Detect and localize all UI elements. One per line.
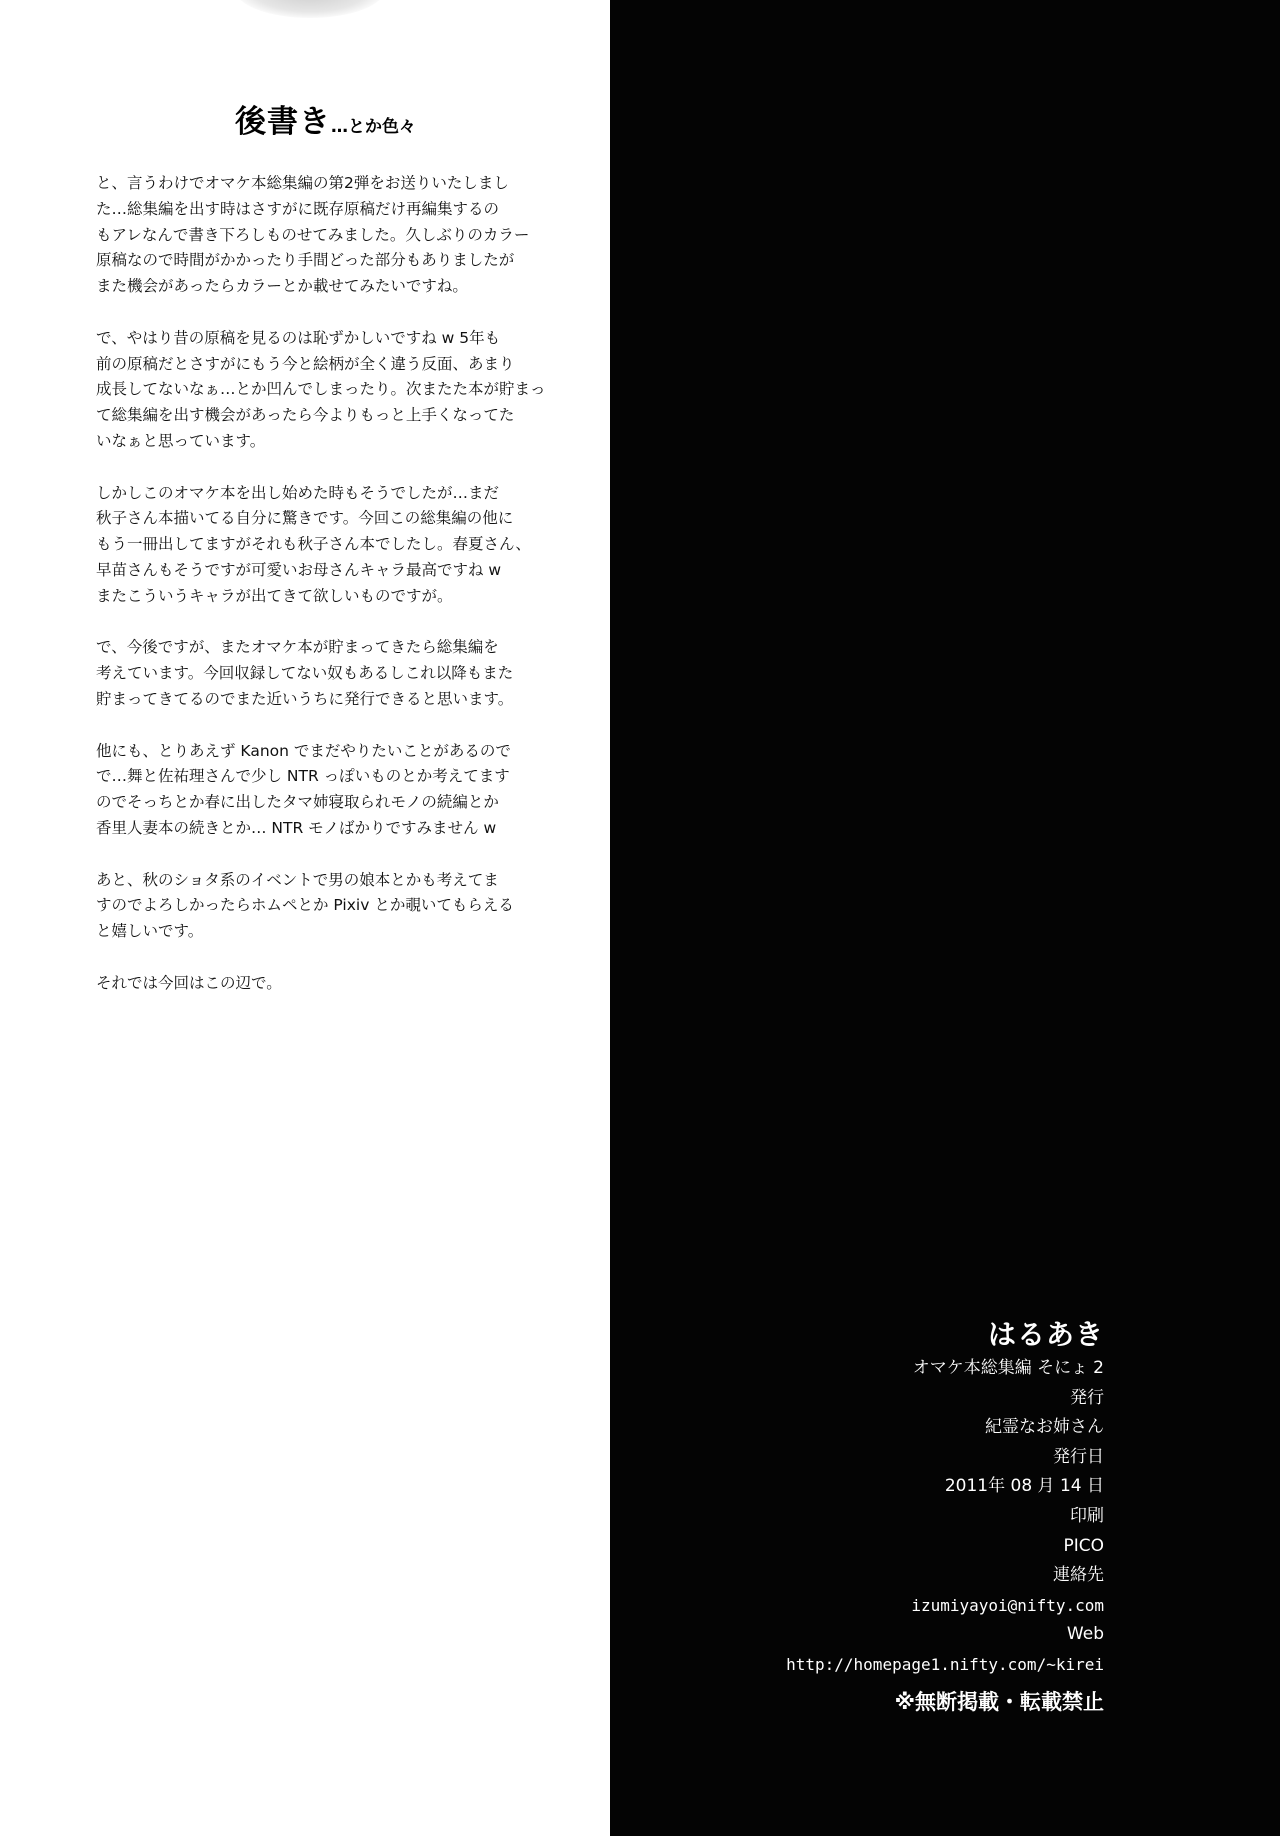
text-line: 貯まってきてるのでまた近いうちに発行できると思います。	[96, 689, 514, 708]
date-label: 発行日	[1053, 1446, 1104, 1467]
text-line: しかしこのオマケ本を出し始めた時もそうでしたが…まだ	[96, 483, 500, 502]
text-line: 秋子さん本描いてる自分に驚きです。今回この総集編の他に	[96, 509, 514, 528]
afterword-paragraph-2	[96, 326, 576, 455]
text-line: 前の原稿だとさすがにもう今と絵柄が全く違う反面、あまり	[96, 354, 515, 373]
text-line: 香里人妻本の続きとか… NTR モノばかりですみません w	[96, 818, 497, 837]
copyright-notice: ※無断掲載・転載禁止	[894, 1689, 1104, 1714]
text-line: と嬉しいです。	[96, 922, 204, 941]
text-line: あと、秋のショタ系のイベントで男の娘本とかも考えてま	[96, 870, 499, 889]
afterword-paragraph-7	[96, 971, 576, 997]
afterword-page	[0, 0, 610, 1836]
text-line: と、言うわけでオマケ本総集編の第2弾をお送りいたしまし	[96, 174, 509, 192]
publisher-label: 発行	[1070, 1387, 1104, 1408]
text-line: のでそっちとか春に出したタマ姉寝取られモノの続編とか	[96, 793, 499, 812]
afterword-paragraph-3	[96, 481, 576, 610]
book-title: はるあき	[987, 1318, 1104, 1351]
text-line: すのでよろしかったらホムペとか Pixiv とか覗いてもらえる	[96, 896, 514, 915]
text-line: 他にも、とりあえず Kanon でまだやりたいことがあるので	[96, 741, 511, 760]
afterword-heading	[235, 96, 416, 141]
colophon	[584, 1316, 1104, 1720]
afterword-paragraph-5	[96, 739, 576, 842]
text-line: もう一冊出してますがそれも秋子さん本でしたし。春夏さん、	[96, 535, 531, 554]
afterword-body	[96, 171, 576, 1022]
text-line: またこういうキャラが出てきて欲しいものですが。	[96, 586, 453, 605]
afterword-title-sub: …とか色々	[331, 117, 416, 137]
contact-label: 連絡先	[1053, 1565, 1104, 1586]
web-label: Web	[1066, 1624, 1104, 1645]
text-line: 成長してないなぁ…とか凹んでしまったり。次またた本が貯まっ	[96, 380, 546, 399]
text-line: それでは今回はこの辺で。	[96, 973, 282, 992]
text-line: いなぁと思っています。	[96, 431, 266, 450]
text-line: また機会があったらカラーとか載せてみたいですね。	[96, 277, 468, 296]
printer-name: PICO	[1063, 1535, 1104, 1556]
publisher-name: 紀霊なお姉さん	[985, 1417, 1104, 1438]
text-line: で、今後ですが、またオマケ本が貯まってきたら総集編を	[96, 638, 499, 657]
text-line: た…総集編を出す時はさすがに既存原稿だけ再編集するの	[96, 199, 500, 218]
text-line: 考えています。今回収録してない奴もあるしこれ以降もまた	[96, 664, 514, 683]
text-line: で、やはり昔の原稿を見るのは恥ずかしいですね w 5年も	[96, 328, 501, 347]
printer-label: 印刷	[1070, 1505, 1104, 1526]
text-line: 早苗さんもそうですが可愛いお母さんキャラ最高ですね w	[96, 560, 502, 579]
text-line: で…舞と佐祐理さんで少し NTR っぽいものとか考えてます	[96, 767, 510, 786]
afterword-title: 後書き	[235, 104, 331, 140]
scan-smudge	[235, 0, 385, 18]
web-url: http://homepage1.nifty.com/~kirei	[786, 1654, 1104, 1674]
text-line: 原稿なので時間がかかったり手間どった部分もありましたが	[96, 251, 515, 270]
book-subtitle: オマケ本総集編 そにょ 2	[912, 1358, 1104, 1378]
text-line: もアレなんで書き下ろしものせてみました。久しぶりのカラー	[96, 225, 530, 244]
publish-date: 2011年 08 月 14 日	[944, 1476, 1104, 1497]
contact-email: izumiyayoi@nifty.com	[911, 1595, 1104, 1615]
afterword-paragraph-1	[96, 171, 576, 300]
afterword-paragraph-6	[96, 868, 576, 945]
afterword-paragraph-4	[96, 635, 576, 712]
text-line: て総集編を出す機会があったら今よりもっと上手くなってた	[96, 406, 515, 425]
